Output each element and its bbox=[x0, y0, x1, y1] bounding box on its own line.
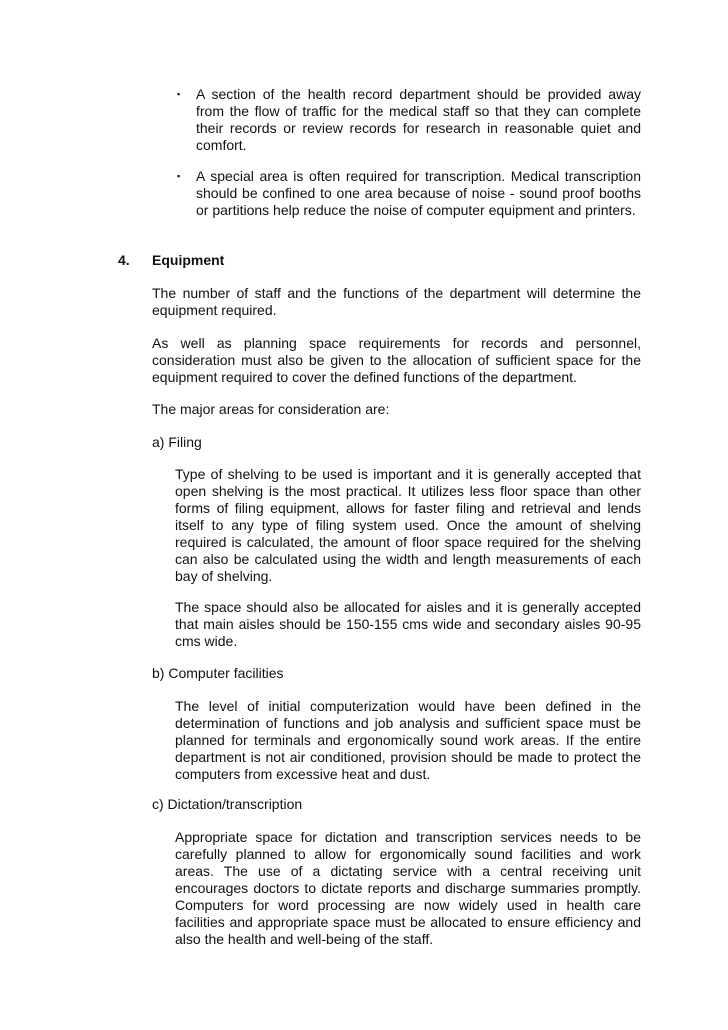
paragraph: The space should also be allocated for aisles and it is generally accepted that main aisles should be 150-155 cms wide and secondary aisles 90-95 cms wide. bbox=[175, 599, 641, 649]
item-label-filing: a) Filing bbox=[152, 434, 202, 450]
paragraph: Appropriate space for dictation and transcription services needs to be carefully planned to allow for ergonomically sound facilities and work areas. The use of a dictating service with a central receiving unit encourages doctors to dictate reports and discharge summaries promptly. Computers for word processing are now widely used in health care facilities and appropriate space must be allocated to ensure efficiency and also the health and well-being of the staff. bbox=[175, 829, 641, 947]
section-heading: Equipment bbox=[152, 252, 225, 268]
paragraph: The level of initial computerization would have been defined in the determination of functions and job analysis and sufficient space must be planned for terminals and ergonomically sound work areas. If the entire department is not air conditioned, provision should be made to protect the computers from excessive heat and dust. bbox=[175, 698, 641, 782]
bullet-icon: ▪ bbox=[177, 171, 181, 181]
paragraph: The number of staff and the functions of the department will determine the equipment required. bbox=[152, 285, 641, 318]
paragraph: As well as planning space requirements for records and personnel, consideration must also be given to the allocation of sufficient space for the equipment required to cover the defined functions of the department. bbox=[152, 335, 641, 385]
bullet-item bbox=[177, 86, 641, 154]
bullet-icon: ▪ bbox=[177, 89, 181, 99]
bullet-text: A special area is often required for transcription. Medical transcription should be confined to one area because of noise - sound proof booths or partitions help reduce the noise of computer equipment and printers. bbox=[196, 168, 641, 218]
bullet-item bbox=[177, 168, 641, 219]
bullet-text: A section of the health record department should be provided away from the flow of traffic for the medical staff so that they can complete their records or review records for research in reasonable quiet and comfort. bbox=[196, 86, 641, 153]
paragraph: Type of shelving to be used is important and it is generally accepted that open shelving is the most practical. It utilizes less floor space than other forms of filing equipment, allows for faster filing and retrieval and lends itself to any type of filing system used. Once the amount of shelving required is calculated, the amount of floor space required for the shelving can also be calculated using the width and length measurements of each bay of shelving. bbox=[175, 466, 641, 584]
section-number: 4. bbox=[118, 252, 130, 268]
item-label-computer-facilities: b) Computer facilities bbox=[152, 665, 284, 681]
item-label-dictation-transcription: c) Dictation/transcription bbox=[152, 796, 303, 812]
paragraph: The major areas for consideration are: bbox=[152, 401, 390, 417]
